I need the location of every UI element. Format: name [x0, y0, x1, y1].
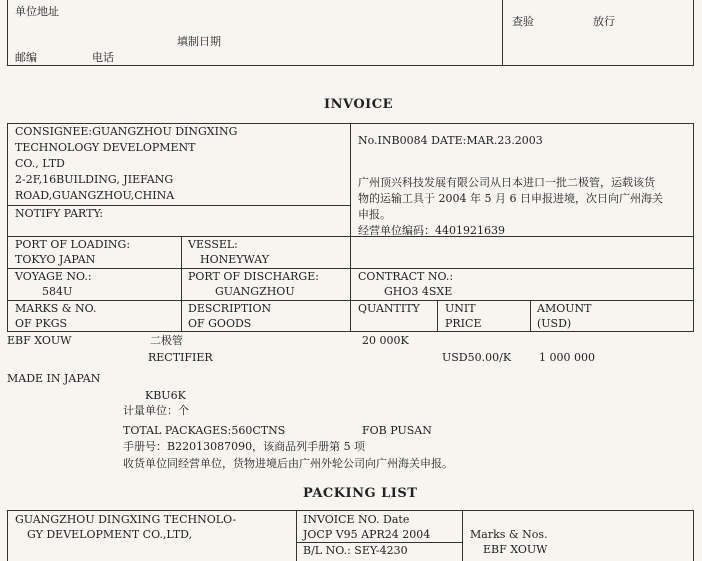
packing-top-border — [7, 510, 694, 511]
col-amount-header-2: (USD) — [537, 317, 572, 330]
invoice-left-border — [7, 123, 8, 332]
voyage-value: 584U — [42, 285, 73, 298]
goods-cn: 二极管 — [150, 334, 183, 347]
invoice-unit-divider — [437, 300, 438, 332]
top-form-bottom-border — [7, 65, 694, 66]
packing-right-border — [693, 510, 694, 561]
packing-invoice-label: INVOICE NO. Date — [303, 513, 410, 526]
col-marks-header-2: OF PKGS — [15, 317, 68, 330]
packing-divider-2 — [462, 510, 463, 561]
contract-value: GHO3 4SXE — [384, 285, 453, 298]
fob-text: FOB PUSAN — [362, 424, 432, 437]
packing-company-line-2: GY DEVELOPMENT CO.,LTD, — [27, 528, 193, 541]
vessel-label: VESSEL: — [188, 238, 238, 251]
discharge-label: PORT OF DISCHARGE: — [188, 270, 319, 283]
top-form-left-border — [7, 0, 8, 66]
packing-list-title: PACKING LIST — [303, 486, 418, 501]
invoice-number-date: No.INB0084 DATE:MAR.23.2003 — [358, 134, 543, 147]
packing-marks-label: Marks & Nos. — [470, 528, 548, 541]
col-desc-header-1: DESCRIPTION — [188, 302, 272, 315]
phone-label: 电话 — [92, 51, 114, 64]
remark-line-4: 经营单位编码：4401921639 — [358, 224, 505, 237]
packing-divider-1 — [296, 510, 297, 561]
manual-number-text: 手册号：B22013087090，该商品列手册第 5 项 — [123, 440, 366, 453]
packing-bl-line — [296, 542, 462, 543]
voyage-label: VOYAGE NO.: — [15, 270, 92, 283]
col-desc-header-2: OF GOODS — [188, 317, 252, 330]
goods-en: RECTIFIER — [148, 351, 213, 364]
consignee-line-4: 2-2F,16BUILDING, JIEFANG — [15, 173, 174, 186]
packing-marks-value: EBF XOUW — [483, 543, 548, 556]
invoice-right-border — [693, 123, 694, 332]
consignee-line-3: CO., LTD — [15, 157, 65, 170]
notify-party-label: NOTIFY PARTY: — [15, 207, 104, 220]
port-of-loading-label: PORT OF LOADING: — [15, 238, 131, 251]
invoice-amount-divider — [530, 300, 531, 332]
packing-left-border — [7, 510, 8, 561]
fill-date-label: 填制日期 — [177, 35, 221, 48]
measure-unit-text: 计量单位：个 — [123, 404, 189, 417]
invoice-mid-divider — [350, 123, 351, 332]
remark-line-1: 广州顶兴科技发展有限公司从日本进口一批二极管，运载该货 — [358, 176, 655, 189]
top-form-right-border — [693, 0, 694, 66]
total-packages-text: TOTAL PACKAGES:560CTNS — [123, 424, 286, 437]
col-amount-header-1: AMOUNT — [537, 302, 592, 315]
port-of-loading-value: TOKYO JAPAN — [15, 253, 96, 266]
top-form-divider — [502, 0, 503, 66]
contract-label: CONTRACT NO.: — [358, 270, 454, 283]
consignee-line-2: TECHNOLOGY DEVELOPMENT — [15, 141, 196, 154]
col-marks-header-1: MARKS & NO. — [15, 302, 97, 315]
packing-company-line-1: GUANGZHOU DINGXING TECHNOLO- — [15, 513, 237, 526]
invoice-desc-divider — [181, 236, 182, 332]
receiver-note-text: 收货单位同经营单位，货物进境后由广州外轮公司向广州海关申报。 — [123, 457, 453, 470]
quantity-value: 20 000K — [362, 334, 409, 347]
unit-address-label: 单位地址 — [15, 5, 59, 18]
col-unit-price-header-2: PRICE — [445, 317, 482, 330]
marks-value: EBF XOUW — [7, 334, 72, 347]
origin-text: MADE IN JAPAN — [7, 372, 101, 385]
col-unit-price-header-1: UNIT — [445, 302, 476, 315]
postcode-label: 邮编 — [15, 51, 37, 64]
unit-price-value: USD50.00/K — [442, 351, 512, 364]
discharge-value: GUANGZHOU — [215, 285, 295, 298]
packing-invoice-value: JOCP V95 APR24 2004 — [303, 528, 431, 541]
col-quantity-header: QUANTITY — [358, 302, 420, 315]
release-label: 放行 — [593, 15, 615, 28]
consignee-line-1: CONSIGNEE:GUANGZHOU DINGXING — [15, 125, 238, 138]
vessel-value: HONEYWAY — [200, 253, 270, 266]
model-text: KBU6K — [145, 389, 186, 402]
inspection-label: 查验 — [512, 15, 534, 28]
amount-value: 1 000 000 — [539, 351, 595, 364]
remark-line-3: 申报。 — [358, 208, 391, 221]
consignee-line-5: ROAD,GUANGZHOU,CHINA — [15, 189, 175, 202]
invoice-notify-line — [7, 205, 350, 206]
remark-line-2: 物的运输工具于 2004 年 5 月 6 日申报进境，次日向广州海关 — [358, 192, 663, 205]
packing-bl-number: B/L NO.: SEY-4230 — [303, 544, 408, 557]
invoice-title: INVOICE — [324, 97, 393, 112]
